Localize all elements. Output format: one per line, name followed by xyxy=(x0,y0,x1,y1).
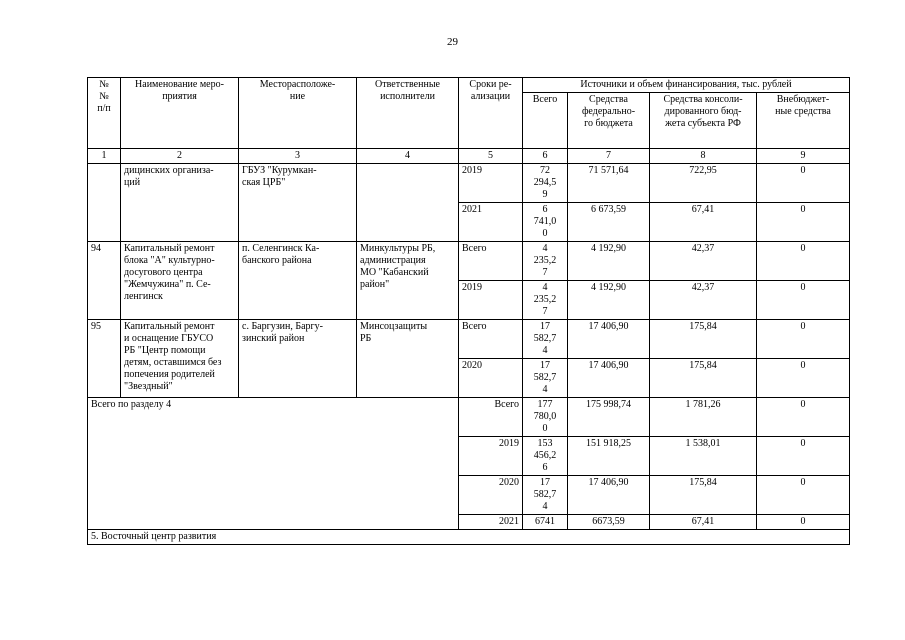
row-term: 2021 xyxy=(459,203,523,242)
header-offbudget: Внебюджет- ные средства xyxy=(757,93,850,149)
row-offbudget: 0 xyxy=(757,281,850,320)
row-total: 17 582,7 4 xyxy=(523,320,568,359)
row-consolidated: 175,84 xyxy=(650,320,757,359)
header-responsible: Ответственные исполнители xyxy=(357,78,459,149)
section-total-term: 2021 xyxy=(459,515,523,530)
row-name: Капитальный ремонт блока "А" культурно- досугового центра "Жемчужина" п. Се- ленгинск xyxy=(121,242,239,320)
row-name: дицинских организа- ций xyxy=(121,164,239,242)
row-consolidated: 175,84 xyxy=(650,359,757,398)
section-total-federal: 175 998,74 xyxy=(568,398,650,437)
row-federal: 4 192,90 xyxy=(568,242,650,281)
row-total: 72 294,5 9 xyxy=(523,164,568,203)
column-number: 6 xyxy=(523,149,568,164)
row-term: 2019 xyxy=(459,164,523,203)
row-responsible xyxy=(357,164,459,242)
row-consolidated: 42,37 xyxy=(650,281,757,320)
section-total-offbudget: 0 xyxy=(757,398,850,437)
row-consolidated: 67,41 xyxy=(650,203,757,242)
header-location: Месторасположе- ние xyxy=(239,78,357,149)
row-total: 4 235,2 7 xyxy=(523,281,568,320)
section-heading: 5. Восточный центр развития xyxy=(88,530,850,545)
header-total: Всего xyxy=(523,93,568,149)
section-total-offbudget: 0 xyxy=(757,515,850,530)
section-total-label: Всего по разделу 4 xyxy=(88,398,459,530)
section-total-total: 177 780,0 0 xyxy=(523,398,568,437)
row-num: 95 xyxy=(88,320,121,398)
row-consolidated: 42,37 xyxy=(650,242,757,281)
header-terms: Сроки ре- ализации xyxy=(459,78,523,149)
column-number: 9 xyxy=(757,149,850,164)
section-heading-row xyxy=(88,530,850,545)
table-row xyxy=(88,242,850,281)
row-responsible: Минкультуры РБ, администрация МО "Кабанский район" xyxy=(357,242,459,320)
row-federal: 4 192,90 xyxy=(568,281,650,320)
row-offbudget: 0 xyxy=(757,203,850,242)
row-offbudget: 0 xyxy=(757,320,850,359)
row-num: 94 xyxy=(88,242,121,320)
header-num: № № п/п xyxy=(88,78,121,149)
row-federal: 71 571,64 xyxy=(568,164,650,203)
header-row-1 xyxy=(88,78,850,93)
row-term: 2019 xyxy=(459,281,523,320)
row-federal: 17 406,90 xyxy=(568,320,650,359)
section-total-offbudget: 0 xyxy=(757,476,850,515)
section-total-consolidated: 175,84 xyxy=(650,476,757,515)
column-number: 2 xyxy=(121,149,239,164)
row-location: с. Баргузин, Баргу- зинский район xyxy=(239,320,357,398)
row-term: Всего xyxy=(459,242,523,281)
column-number: 8 xyxy=(650,149,757,164)
column-number: 7 xyxy=(568,149,650,164)
column-number: 1 xyxy=(88,149,121,164)
column-number: 4 xyxy=(357,149,459,164)
section-total-total: 153 456,2 6 xyxy=(523,437,568,476)
page-number: 29 xyxy=(447,36,458,48)
row-offbudget: 0 xyxy=(757,359,850,398)
table-row xyxy=(88,320,850,359)
row-total: 6 741,0 0 xyxy=(523,203,568,242)
section-total-consolidated: 1 781,26 xyxy=(650,398,757,437)
row-total: 17 582,7 4 xyxy=(523,359,568,398)
row-federal: 6 673,59 xyxy=(568,203,650,242)
section-total-offbudget: 0 xyxy=(757,437,850,476)
row-term: Всего xyxy=(459,320,523,359)
section-total-consolidated: 1 538,01 xyxy=(650,437,757,476)
row-offbudget: 0 xyxy=(757,242,850,281)
section-total-consolidated: 67,41 xyxy=(650,515,757,530)
section-total-total: 17 582,7 4 xyxy=(523,476,568,515)
row-num xyxy=(88,164,121,242)
section-total-term: 2020 xyxy=(459,476,523,515)
header-name: Наименование меро- приятия xyxy=(121,78,239,149)
row-total: 4 235,2 7 xyxy=(523,242,568,281)
header-consolidated: Средства консоли- дированного бюд- жета субъекта РФ xyxy=(650,93,757,149)
column-numbers-row xyxy=(88,149,850,164)
section-total-federal: 6673,59 xyxy=(568,515,650,530)
header-funding: Источники и объем финансирования, тыс. рублей xyxy=(523,78,850,93)
section-total-term: Всего xyxy=(459,398,523,437)
table-row xyxy=(88,164,850,203)
section-total-row xyxy=(88,398,850,437)
section-total-federal: 17 406,90 xyxy=(568,476,650,515)
section-total-term: 2019 xyxy=(459,437,523,476)
row-offbudget: 0 xyxy=(757,164,850,203)
header-federal: Средства федерально- го бюджета xyxy=(568,93,650,149)
section-total-total: 6741 xyxy=(523,515,568,530)
row-responsible: Минсоцзащиты РБ xyxy=(357,320,459,398)
row-name: Капитальный ремонт и оснащение ГБУСО РБ "Центр помощи детям, оставшимся без попечения родителей "Звездный" xyxy=(121,320,239,398)
row-location: п. Селенгинск Ка- банского района xyxy=(239,242,357,320)
row-federal: 17 406,90 xyxy=(568,359,650,398)
row-consolidated: 722,95 xyxy=(650,164,757,203)
row-term: 2020 xyxy=(459,359,523,398)
row-location: ГБУЗ "Курумкан- ская ЦРБ" xyxy=(239,164,357,242)
column-number: 3 xyxy=(239,149,357,164)
financing-table xyxy=(87,77,850,545)
section-total-federal: 151 918,25 xyxy=(568,437,650,476)
column-number: 5 xyxy=(459,149,523,164)
